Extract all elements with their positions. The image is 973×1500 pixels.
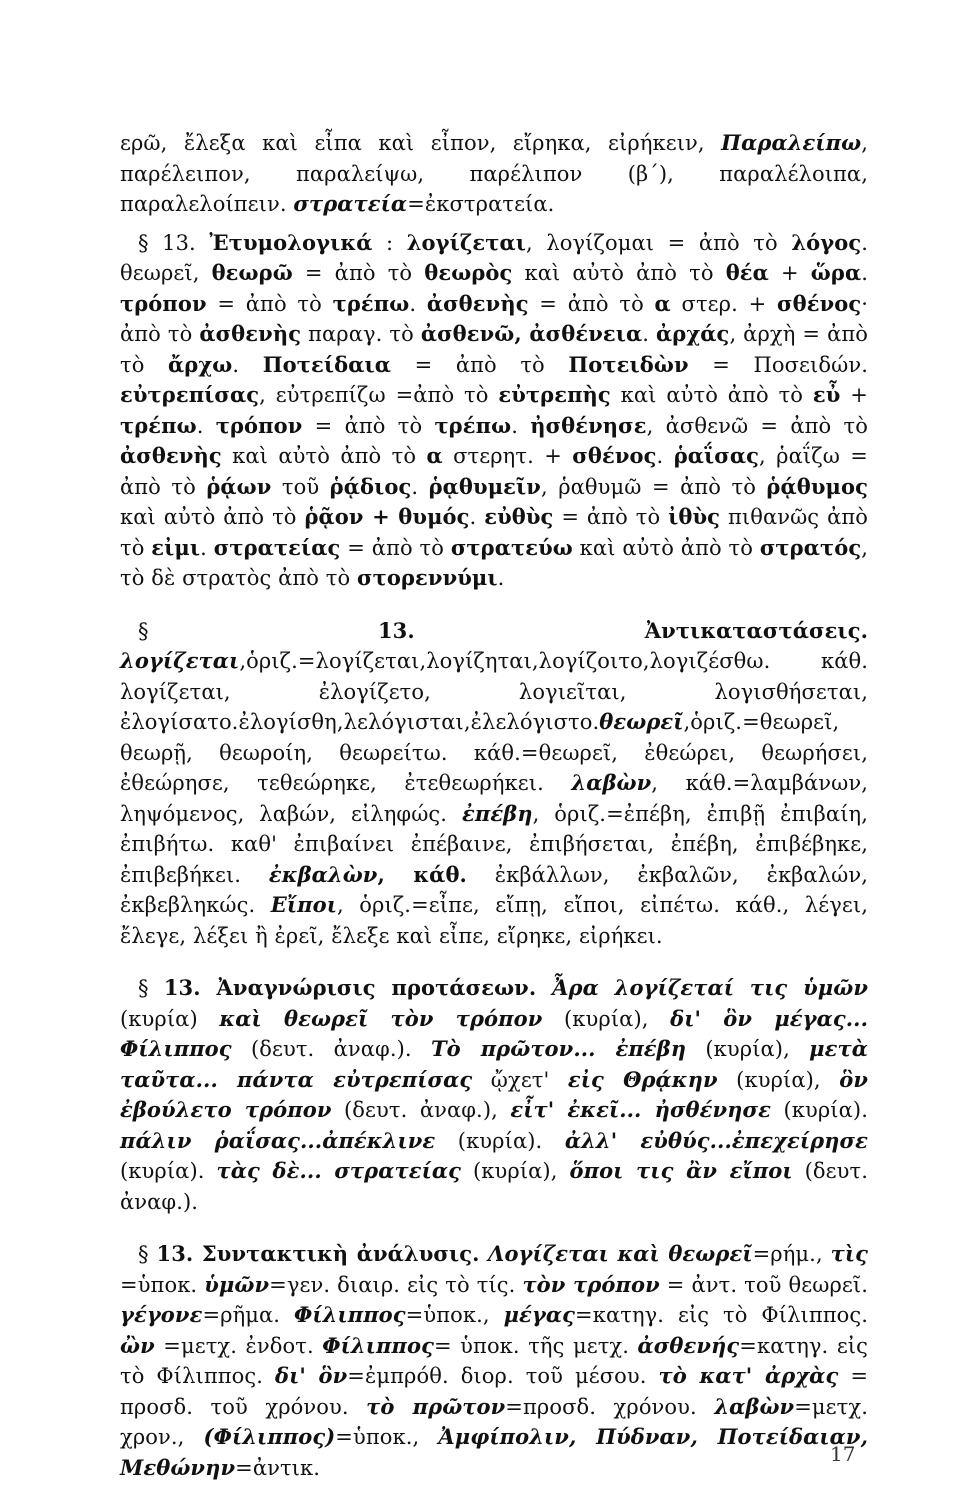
text-run: , ὁριζ.=εἶπε, εἴπῃ, εἴποι, εἰπέτω. κάθ., λέγει, ἔλεγε, λέξει ἢ ἐρεῖ, ἔλεξε καὶ εἶπε, εἴρηκε, εἰρήκει.	[120, 893, 868, 948]
bold-italic-term: στρατεία	[293, 191, 408, 216]
text-run: =ρήμ.,	[752, 1242, 831, 1266]
text-run: +	[840, 383, 868, 407]
bold-italic-term: τὰς δὲ... στρατείας	[216, 1158, 461, 1183]
text-run: , ῥαΐζω = ἀπὸ τὸ	[120, 444, 868, 499]
text-run: (κυρία).	[435, 1128, 565, 1153]
bold-term: εὐθὺς	[484, 504, 554, 529]
bold-italic-term: πάλιν ῥαΐσας...ἀπέκλινε	[120, 1127, 436, 1153]
bold-term: ἀσθενὴς	[199, 321, 302, 346]
paragraph-vocabulary	[120, 128, 868, 220]
text-run: =ὑποκ.,	[335, 1425, 439, 1449]
bold-term: σθένος	[572, 443, 657, 468]
bold-term: εὐτρεπίσας	[120, 382, 260, 407]
text-run: .	[511, 413, 531, 438]
bold-term: λογίζεται	[406, 229, 527, 255]
text-run: καὶ αὐτὸ ἀπὸ τὸ	[572, 535, 760, 560]
bold-italic-term: Παραλείπω	[721, 130, 862, 155]
bold-term: 13. Ἀντικαταστάσεις.	[377, 617, 868, 643]
text-run: ᾤχετ'	[472, 1067, 568, 1092]
text-run: .	[232, 352, 263, 377]
bold-italic-term: καὶ θεωρεῖ τὸν τρόπον	[219, 1005, 543, 1031]
text-run: (δευτ. ἀναφ.).	[231, 1037, 431, 1061]
bold-italic-term: ἐπέβη	[461, 800, 533, 826]
bold-term: ἀρχάς	[656, 321, 730, 346]
paragraph-syntactic-analysis	[120, 1239, 868, 1483]
bold-term: ὥρα	[810, 260, 862, 285]
bold-italic-term: μέγας	[503, 1302, 576, 1327]
text-run: = ἀπὸ τὸ	[206, 291, 333, 316]
text-run: , ῥαθυμῶ = ἀπὸ τὸ	[540, 474, 767, 499]
text-run: §	[138, 976, 164, 1000]
bold-term: στρατός	[759, 534, 862, 560]
bold-italic-term: λαβὼν	[571, 770, 652, 795]
bold-italic-term: ὑμῶν	[204, 1271, 270, 1297]
bold-term: ἠσθένησε	[530, 412, 647, 438]
text-run: = ὑποκ. τῆς μετχ.	[433, 1333, 638, 1358]
text-run: =ἐμπρόθ. διορ. τοῦ μέσου.	[347, 1364, 659, 1388]
text-run: καὶ αὐτὸ ἀπὸ τὸ	[120, 505, 305, 529]
bold-term: τρέπω	[332, 290, 410, 316]
text-run: .	[200, 535, 214, 560]
bold-term: ῥᾳθυμεῖν	[428, 473, 541, 499]
bold-italic-term: ἐκβαλὼν	[268, 861, 378, 887]
text-run: § 13.	[138, 230, 210, 255]
text-run: =ἀντικ.	[235, 1455, 321, 1480]
bold-italic-term: Τὸ πρῶτον... ἐπέβη	[430, 1036, 687, 1061]
bold-italic-term: Ἀμφίπολιν, Πύδναν, Ποτείδαιαν, Μεθώνην	[120, 1424, 868, 1480]
bold-italic-term: τὸν τρόπον	[522, 1271, 660, 1297]
bold-term: Ποτείδαια	[262, 351, 392, 377]
text-run: (κυρία).	[771, 1098, 868, 1122]
bold-term: λόγος	[791, 229, 862, 255]
bold-term: ῥᾷον + θυμός	[304, 504, 470, 529]
text-run: , ἀσθενῶ = ἀπὸ τὸ	[646, 413, 868, 438]
bold-italic-term: Εἴποι	[270, 892, 337, 917]
text-run: (δευτ. ἀναφ.),	[331, 1098, 511, 1122]
paragraph-etymology	[120, 228, 868, 594]
text-run: , λογίζομαι = ἀπὸ τὸ	[526, 230, 792, 255]
bold-term: 13. Συντακτικὴ ἀνάλυσις.	[156, 1241, 489, 1266]
text-run: , παρέλειπον, παραλείψω, παρέλιπον (β΄), παραλέλοιπα, παραλελοίπειν.	[120, 131, 868, 216]
bold-term: τρόπον	[120, 290, 207, 316]
text-run: (κυρία),	[461, 1159, 570, 1183]
bold-italic-term: ὃν ἐβούλετο τρόπον	[120, 1066, 868, 1122]
text-run: στερ. +	[670, 291, 778, 316]
bold-term: θέα	[725, 260, 769, 285]
text-run: .	[642, 322, 657, 346]
bold-term: στρατείας	[213, 534, 341, 560]
text-run: (δευτ. ἀναφ.).	[120, 1159, 868, 1214]
text-run: §	[138, 1242, 157, 1266]
text-run: (κυρία),	[717, 1067, 840, 1092]
text-run: , ἀρχὴ = ἀπὸ τὸ	[120, 322, 868, 377]
text-run: .	[411, 474, 429, 499]
bold-italic-term: (Φίλιππος)	[203, 1424, 336, 1449]
bold-italic-term: λογίζεται	[120, 648, 240, 673]
text-run: · ἀπὸ τὸ	[120, 291, 869, 346]
bold-term: Ποτειδὼν	[568, 351, 689, 377]
bold-italic-term: τὸ κατ' ἀρχὰς	[658, 1363, 839, 1388]
text-run: .	[409, 291, 427, 316]
text-run: +	[768, 261, 811, 285]
bold-term: , κάθ.	[377, 861, 467, 887]
bold-term: ἀσθενῶ, ἀσθένεια	[420, 321, 643, 346]
text-run: = ἀπὸ τὸ	[302, 413, 435, 438]
bold-term: εἰμι	[151, 534, 201, 560]
bold-italic-term: δι' ὃν	[275, 1363, 348, 1388]
bold-italic-term: τὸ πρῶτον	[366, 1393, 506, 1419]
bold-term: ῥᾴθυμος	[766, 473, 868, 499]
bold-term: ἀσθενὴς	[426, 290, 529, 316]
text-run: . θεωρεῖ,	[120, 230, 868, 285]
bold-term: ῥᾴδιος	[329, 473, 412, 499]
bold-term: 13. Ἀναγνώρισις προτάσεων.	[163, 975, 553, 1000]
bold-term: θεωρῶ	[211, 260, 293, 285]
text-run: .	[497, 566, 505, 590]
bold-term: ἄρχω	[168, 351, 233, 377]
text-run: = ἀπὸ τὸ	[391, 352, 569, 377]
text-run: =προσδ. χρόνου.	[505, 1394, 715, 1419]
paragraph-substitutions	[120, 616, 868, 952]
bold-term: α	[426, 443, 443, 468]
text-run: =μετχ. ἐνδοτ.	[154, 1333, 323, 1358]
bold-term: ῥαΐσας	[673, 443, 760, 468]
text-run: ,ὁριζ.=θεωρεῖ, θεωρῇ, θεωροίη, θεωρείτω. κάθ.=θεωρεῖ, ἐθεώρει, θεωρήσει, ἐθεώρησε, τεθεώρηκε, ἐτεθεωρήκει.	[120, 710, 868, 795]
bold-term: ῥᾴων	[206, 473, 272, 499]
text-run: καὶ αὐτὸ ἀπὸ τὸ	[610, 383, 813, 407]
bold-italic-term: γέγονε	[120, 1302, 203, 1327]
text-run: ,ὁριζ.=λογίζεται,λογίζηται,λογίζοιτο,λογιζέσθω. κάθ. λογίζεται, ἐλογίζετο, λογιεῖται, λογισθήσεται, ἐλογίσατο.ἐλογίσθη,λελόγισται,ἐλελόγιστο.	[120, 649, 868, 734]
text-run: =μετχ. χρον.,	[120, 1394, 868, 1449]
bold-italic-term: ἀσθενής	[637, 1332, 740, 1358]
text-run: (κυρία)	[120, 1006, 220, 1031]
text-run: =ὑποκ.	[120, 1272, 205, 1297]
bold-term: α	[654, 290, 671, 316]
bold-italic-term: ὢν	[120, 1332, 155, 1358]
text-run: τοῦ	[271, 474, 330, 499]
text-run: (κυρία).	[120, 1159, 217, 1183]
text-run: = ἀπὸ τὸ	[528, 291, 655, 316]
text-run: = Ποσειδών.	[688, 352, 868, 377]
text-run: , εὐτρεπίζω =ἀπὸ τὸ	[259, 383, 499, 407]
text-run: = ἀπὸ τὸ	[292, 261, 425, 285]
text-run: καὶ αὐτὸ ἀπὸ τὸ	[221, 444, 427, 468]
bold-term: σθένος	[777, 290, 862, 316]
text-run: .	[656, 444, 674, 468]
text-run: =γεν. διαιρ. εἰς τὸ τίς.	[269, 1272, 523, 1297]
text-run: = ἀπὸ τὸ	[553, 505, 669, 529]
text-run: =κατηγ. εἰς τὸ Φίλιππος.	[575, 1303, 868, 1327]
text-run: , τὸ δὲ στρατὸς ἀπὸ τὸ	[120, 535, 868, 590]
text-run: , ὁριζ.=ἐπέβη, ἐπιβῇ ἐπιβαίη, ἐπιβήτω. καθ' ἐπιβαίνει ἐπέβαινε, ἐπιβήσεται, ἐπέβη, ἐπιβέβηκε, ἐπιβεβήκει.	[120, 801, 868, 887]
text-run: = προσδ. τοῦ χρόνου.	[120, 1364, 869, 1419]
text-run: (κυρία),	[542, 1006, 671, 1031]
bold-term: εὐτρεπὴς	[498, 382, 611, 407]
text-run: :	[372, 230, 407, 255]
bold-italic-term: τὶς	[830, 1241, 868, 1266]
bold-italic-term: ὅποι τις ἂν εἴποι	[569, 1158, 793, 1183]
bold-italic-term: θεωρεῖ	[599, 709, 684, 734]
bold-term: στορεννύμι	[357, 565, 498, 590]
text-run: παραγ. τὸ	[301, 322, 421, 346]
bold-term: θεωρὸς	[424, 260, 513, 285]
bold-term: ἰθὺς	[668, 504, 721, 529]
bold-italic-term: Φίλιππος	[293, 1302, 406, 1327]
bold-term: ἀσθενὴς	[120, 443, 222, 468]
text-run: , κάθ.=λαμβάνων, ληψόμενος, λαβών, εἰληφώς.	[120, 771, 868, 826]
bold-term: εὖ	[812, 382, 841, 407]
bold-italic-term: δι' ὃν μέγας... Φίλιππος	[120, 1005, 868, 1061]
bold-term: τρέπω	[434, 412, 512, 438]
bold-italic-term: Ἆρα λογίζεταί τις ὑμῶν	[552, 975, 868, 1000]
text-run: = ἀντ. τοῦ θεωρεῖ.	[659, 1272, 868, 1297]
bold-italic-term: εἰς Θρᾴκην	[567, 1066, 718, 1092]
text-run: =ἐκστρατεία.	[407, 192, 555, 216]
text-run: §	[138, 618, 378, 643]
bold-italic-term: Φίλιππος	[322, 1332, 434, 1358]
bold-italic-term: μετὰ ταῦτα... πάντα εὐτρεπίσας	[120, 1036, 868, 1092]
bold-italic-term: λαβὼν	[714, 1393, 795, 1419]
page-number: 17	[830, 1442, 856, 1466]
text-run: =ρῆμα.	[202, 1303, 294, 1327]
text-run: (κυρία),	[686, 1037, 810, 1061]
text-run: καὶ αὐτὸ ἀπὸ τὸ	[512, 261, 726, 285]
paragraph-clause-recognition	[120, 973, 868, 1217]
text-run: ερῶ, ἔλεξα καὶ εἶπα καὶ εἶπον, εἴρηκα, εἰρήκειν,	[120, 131, 722, 155]
bold-italic-term: Λογίζεται καὶ θεωρεῖ	[488, 1241, 753, 1266]
text-run: ἐκβάλλων, ἐκβαλῶν, ἐκβαλών, ἐκβεβληκώς.	[120, 862, 868, 917]
bold-term: τρόπον	[215, 412, 303, 438]
text-run: .	[861, 261, 868, 285]
bold-italic-term: ἀλλ' εὐθύς...ἐπεχείρησε	[564, 1127, 868, 1153]
text-run: πιθανῶς ἀπὸ τὸ	[120, 505, 868, 560]
text-run: = ἀπὸ τὸ	[340, 535, 451, 560]
text-run: =κατηγ. εἰς τὸ Φίλιππος.	[120, 1333, 868, 1388]
text-run: .	[196, 413, 216, 438]
bold-term: Ἐτυμολογικά	[209, 229, 373, 255]
text-run: =ὑποκ.,	[405, 1303, 504, 1327]
text-run: .	[469, 505, 485, 529]
text-run: στερητ. +	[442, 444, 573, 468]
bold-italic-term: εἶτ' ἐκεῖ... ἠσθένησε	[510, 1097, 771, 1122]
bold-term: τρέπω	[120, 412, 197, 438]
text-column	[120, 128, 868, 1483]
bold-term: στρατεύω	[450, 534, 573, 560]
